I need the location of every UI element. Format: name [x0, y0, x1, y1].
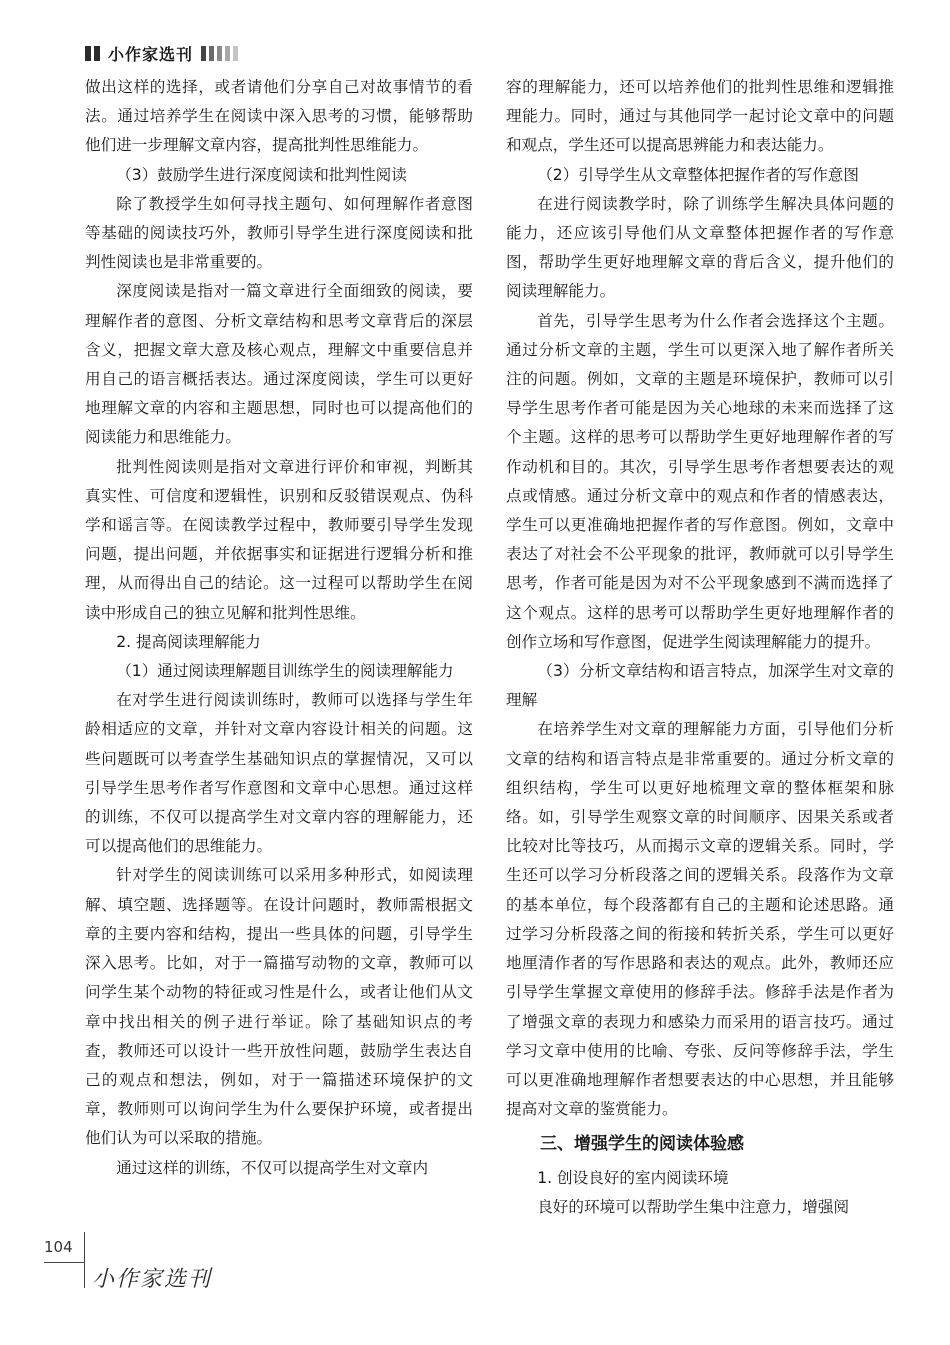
- paragraph: 除了教授学生如何寻找主题句、如何理解作者意图等基础的阅读技巧外，教师引导学生进行深度阅读和批判性阅读也是非常重要的。: [85, 194, 473, 272]
- subsection-heading: （1）通过阅读理解题目训练学生的阅读理解能力: [116, 662, 454, 681]
- header-left-bars: [85, 46, 100, 61]
- paragraph: 良好的环境可以帮助学生集中注意力，增强阅: [537, 1197, 850, 1216]
- subsection-heading: （2）引导学生从文章整体把握作者的写作意图: [537, 165, 859, 184]
- right-column: [506, 73, 894, 1222]
- header-bar: [94, 46, 100, 61]
- left-column: [85, 73, 473, 1183]
- header-gradient-bar: [225, 46, 230, 61]
- journal-name: 小作家选刊: [108, 44, 194, 64]
- running-header: [85, 42, 238, 64]
- paragraph: 在进行阅读教学时，除了训练学生解决具体问题的能力，还应该引导他们从文章整体把握作者的写作意图，帮助学生更好地理解文章的背后含义，提升他们的阅读理解能力。: [506, 194, 894, 301]
- header-gradient-bar: [209, 46, 214, 61]
- paragraph: 在培养学生对文章的理解能力方面，引导他们分析文章的结构和语言特点是非常重要的。通过分析文章的组织结构，学生可以更好地梳理文章的整体框架和脉络。如，引导学生观察文章的时间顺序、因果关系或者比较对比等技巧，从而揭示文章的逻辑关系。同时，学生还可以学习分析段落之间的逻辑关系。段落作为文章的基本单位，每个段落都有自己的主题和论述思路。通过学习分析段落之间的衔接和转折关系，学生可以更好地厘清作者的写作思路和表达的观点。此外，教师还应引导学生掌握文章使用的修辞手法。修辞手法是作者为了增强文章的表现力和感染力而采用的语言技巧。通过学习文章中使用的比喻、夸张、反问等修辞手法，学生可以更准确地理解作者想要表达的中心思想，并且能够提高对文章的鉴赏能力。: [506, 720, 894, 1119]
- subsection-heading: （3）鼓励学生进行深度阅读和批判性阅读: [116, 165, 407, 184]
- paragraph: 针对学生的阅读训练可以采用多种形式，如阅读理解、填空题、选择题等。在设计问题时，教师需根据文章的主要内容和结构，提出一些具体的问题，引导学生深入思考。比如，对于一篇描写动物的文章，教师可以问学生某个动物的特征或习性是什么，或者让他们从文章中找出相关的例子进行举证。除了基础知识点的考查，教师还可以设计一些开放性问题，鼓励学生表达自己的观点和想法，例如，对于一篇描述环境保护的文章，教师则可以询问学生为什么要保护环境，或者提出他们认为可以采取的措施。: [85, 866, 473, 1148]
- paragraph: 容的理解能力，还可以培养他们的批判性思维和逻辑推理能力。同时，通过与其他同学一起讨论文章中的问题和观点，学生还可以提高思辨能力和表达能力。: [506, 78, 894, 155]
- header-right-bars: [201, 46, 238, 61]
- paragraph: 做出这样的选择，或者请他们分享自己对故事情节的看法。通过培养学生在阅读中深入思考的习惯，能够帮助他们进一步理解文章内容，提高批判性思维能力。: [85, 78, 473, 155]
- footer-divider: [44, 1262, 84, 1263]
- page-number: 104: [44, 1238, 73, 1256]
- chapter-heading: 三、增强学生的阅读体验感: [540, 1134, 744, 1155]
- header-gradient-bar: [217, 46, 222, 61]
- section-heading: 2. 提高阅读理解能力: [116, 632, 261, 651]
- section-heading: 1. 创设良好的室内阅读环境: [537, 1168, 729, 1187]
- paragraph: 首先，引导学生思考为什么作者会选择这个主题。通过分析文章的主题，学生可以更深入地了解作者所关注的问题。例如，文章的主题是环境保护，教师可以引导学生思考作者可能是因为关心地球的未来而选择了这个主题。这样的思考可以帮助学生更好地理解作者的写作动机和目的。其次，引导学生思考作者想要表达的观点或情感。通过分析文章中的观点和作者的情感表达，学生可以更准确地把握作者的写作意图。例如，文章中表达了对社会不公平现象的批评，教师就可以引导学生思考，作者可能是因为对不公平现象感到不满而选择了这个观点。这样的思考可以帮助学生更好地理解作者的创作立场和写作意图，促进学生阅读理解能力的提升。: [506, 311, 894, 651]
- footer-divider: [84, 1232, 85, 1288]
- paragraph: 在对学生进行阅读训练时，教师可以选择与学生年龄相适应的文章，并针对文章内容设计相关的问题。这些问题既可以考查学生基础知识点的掌握情况，又可以引导学生思考作者写作意图和文章中心思想。通过这样的训练，不仅可以提高学生对文章内容的理解能力，还可以提高他们的思维能力。: [85, 691, 473, 856]
- paragraph: 通过这样的训练，不仅可以提高学生对文章内: [116, 1158, 429, 1177]
- journal-logo: 小作家选刊: [92, 1267, 213, 1292]
- header-gradient-bar: [201, 46, 206, 61]
- header-bar: [85, 46, 91, 61]
- header-gradient-bar: [233, 46, 238, 61]
- subsection-heading: （3）分析文章结构和语言特点，加深学生对文章的理解: [506, 662, 894, 710]
- paragraph: 深度阅读是指对一篇文章进行全面细致的阅读，要理解作者的意图、分析文章结构和思考文章背后的深层含义，把握文章大意及核心观点，理解文中重要信息并用自己的语言概括表达。通过深度阅读，学生可以更好地理解文章的内容和主题思想，同时也可以提高他们的阅读能力和思维能力。: [85, 282, 473, 447]
- paragraph: 批判性阅读则是指对文章进行评价和审视，判断其真实性、可信度和逻辑性，识别和反驳错误观点、伪科学和谣言等。在阅读教学过程中，教师要引导学生发现问题，提出问题，并依据事实和证据进行逻辑分析和推理，从而得出自己的结论。这一过程可以帮助学生在阅读中形成自己的独立见解和批判性思维。: [85, 457, 473, 622]
